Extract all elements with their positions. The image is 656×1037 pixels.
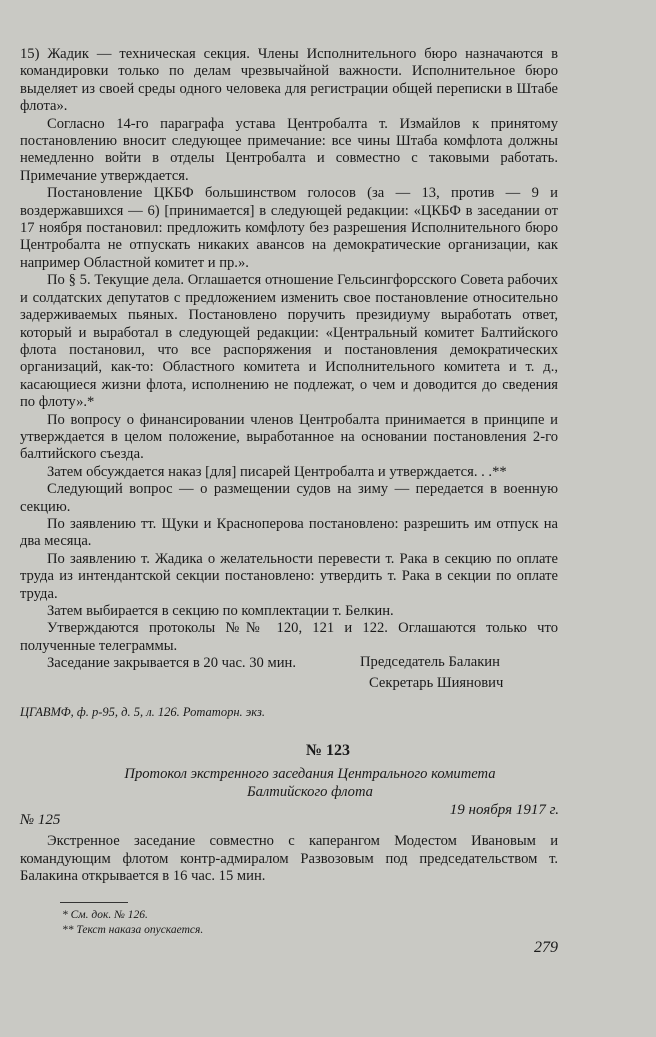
chairman-signature: Председатель Балакин	[360, 654, 500, 670]
paragraph: Утверждаются протоколы №№ 120, 121 и 122. Оглашаются только что полученные телеграммы.	[20, 620, 558, 654]
document-title-line: Балтийского флота	[247, 784, 373, 800]
paragraph: По § 5. Текущие дела. Оглашается отношение Гельсингфорсского Совета рабочих и солдатских депутатов с предложением изменить свое постановление относительно задерживаемых пьяных. Постановлено поручить президиуму выработать ответ, который и выработал в следующей редакции: «Центральный комитет Балтийского флота постановил, что все распоряжения и постановления демократических организаций, как-то: Областного комитета и Исполнительного комитета и т. д., касающиеся жизни флота, исполнению не подлежат, о чем и доводится до сведения по флоту».*	[20, 272, 558, 411]
paragraph: По заявлению тт. Щуки и Красноперова постановлено: разрешить им отпуск на два месяца.	[20, 515, 558, 550]
paragraph: Затем выбирается в секцию по комплектации т. Белкин.	[47, 603, 394, 619]
paragraph: Заседание закрывается в 20 час. 30 мин.	[47, 655, 296, 672]
signature-block	[360, 652, 503, 694]
paragraph: Следующий вопрос — о размещении судов на зиму — передается в военную секцию.	[20, 481, 558, 515]
paragraph: По заявлению т. Жадика о желательности перевести т. Рака в секцию по оплате труда из интендантской секции постановлено: утвердить т. Рака в секции по оплате труда.	[20, 550, 558, 602]
protocol-continuation	[20, 46, 558, 673]
document-date: 19 ноября 1917 г.	[449, 802, 559, 818]
secretary-signature: Секретарь Шиянович	[369, 675, 504, 691]
paragraph: Затем обсуждается наказ [для] писарей Центробалта и утверждается. . .**	[47, 463, 507, 480]
document-title	[40, 765, 580, 801]
paragraph: Постановление ЦКБФ большинством голосов (за — 13, против — 9 и воздержавшихся — 6) [принимается] в следующей редакции: «ЦКБФ в заседании от 17 ноября постановил: предложить комфлоту без разрешения Исполнительного бюро Центробалта не отпускать никаких авансов на демократические организации, как например Областной комитет и пр.».	[20, 185, 558, 271]
paragraph: По вопросу о финансировании членов Центробалта принимается в принципе и утверждается в целом положение, выработанное на основании постановления 2-го балтийского съезда.	[20, 411, 558, 463]
footnotes	[62, 908, 203, 938]
archive-reference: ЦГАВМФ, ф. р-95, д. 5, л. 126. Ротаторн. экз.	[20, 705, 265, 719]
document-number: № 123	[305, 742, 351, 759]
paragraph: Экстренное заседание совместно с каперангом Модестом Ивановым и командующим флотом контр-адмиралом Развозовым под председательством т. Балакина открывается в 16 час. 15 мин.	[20, 833, 558, 885]
paragraph: 15) Жадик — техническая секция. Члены Исполнительного бюро назначаются в командировки только по делам чрезвычайной важности. Исполнительное бюро выделяет из своей среды одного человека для регистрации общей переписки в Штабе флота».	[20, 46, 558, 115]
footnote: * См. док. № 126.	[62, 909, 148, 921]
document-title-line: Протокол экстренного заседания Центрального комитета	[124, 766, 496, 782]
opening-paragraph-block	[20, 833, 558, 886]
footnote-divider	[60, 902, 128, 903]
page-number: 279	[534, 939, 558, 956]
footnote: ** Текст наказа опускается.	[62, 924, 204, 936]
protocol-number: № 125	[20, 812, 61, 828]
paragraph: Согласно 14-го параграфа устава Центробалта т. Измайлов к принятому постановлению вносит следующее примечание: все чины Штаба комфлота должны немедленно войти в отделы Центробалта и совместно с таковыми работать. Примечание утверждается.	[20, 115, 558, 184]
